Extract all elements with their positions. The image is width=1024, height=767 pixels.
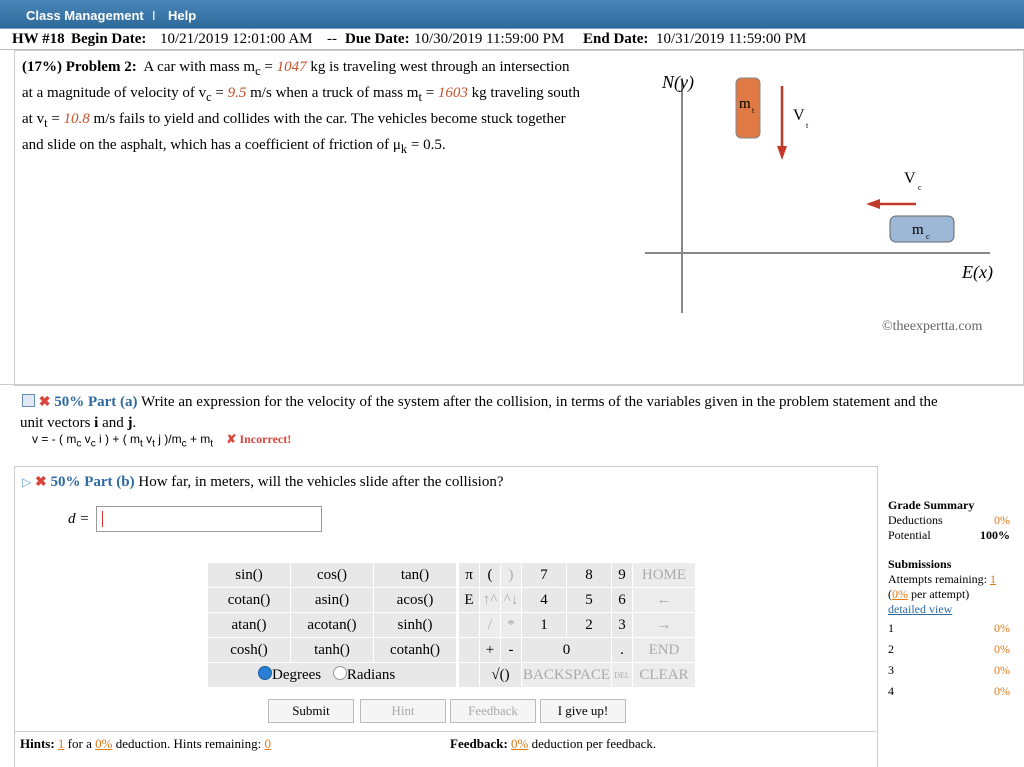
car-mass-label: m: [912, 222, 924, 238]
x-mark-icon: ✖: [38, 395, 51, 410]
eq: =: [421, 85, 438, 101]
multiply-button[interactable]: *: [501, 613, 522, 638]
digit-8-button[interactable]: 8: [566, 563, 611, 588]
minus-button[interactable]: -: [501, 638, 522, 663]
decimal-button[interactable]: .: [611, 638, 632, 663]
lparen-button[interactable]: (: [480, 563, 501, 588]
feedback-rest: deduction per feedback.: [531, 736, 657, 751]
answer-text: v = - ( m: [32, 432, 77, 446]
part-a-label: 50% Part (a): [54, 394, 138, 410]
x-mark-icon: ✖: [34, 475, 47, 490]
blank-key: [459, 638, 480, 663]
problem-text: at a magnitude of velocity of v: [22, 85, 207, 101]
sub: c: [181, 438, 187, 450]
sub-c: c: [206, 90, 212, 104]
unit-i: i: [94, 415, 99, 431]
due-date-label: Due Date:: [345, 31, 410, 47]
angle-mode: [208, 663, 457, 688]
problem-text: at v: [22, 111, 45, 127]
y-axis-label: N(y): [662, 72, 694, 92]
sub-k: k: [400, 142, 408, 156]
back-arrow-button[interactable]: ←: [632, 588, 695, 613]
mass-truck-value: 1603: [437, 85, 468, 101]
nav-separator: I: [152, 8, 156, 23]
submission-score: 0%: [994, 621, 1010, 635]
rparen-button[interactable]: ): [501, 563, 522, 588]
truck-velocity-sub: t: [806, 121, 809, 130]
acos-button[interactable]: acos(): [374, 588, 457, 613]
part-b-text: How far, in meters, will the vehicles slide after the collision?: [138, 474, 504, 490]
feedback-label: Feedback:: [450, 736, 508, 751]
incorrect-badge: ✘ Incorrect!: [226, 432, 292, 446]
sub: t: [152, 438, 155, 450]
calculator-functions: [207, 562, 457, 688]
submission-number: 2: [888, 642, 894, 656]
digit-6-button[interactable]: 6: [611, 588, 632, 613]
d-label: d =: [68, 511, 90, 527]
velocity-truck-value: 10.8: [63, 111, 90, 127]
grade-summary: Grade Summary Deductions 0% Potential 100% Submissions Attempts remaining: 1 (0% per attempt) detailed view 1 0% 2 0% 3 0% 4 0%: [888, 498, 1010, 698]
submission-number: 1: [888, 621, 894, 635]
submissions-title: Submissions: [888, 557, 952, 571]
attempts-label: Attempts remaining:: [888, 572, 987, 586]
sub: t: [210, 438, 214, 450]
detailed-view-link[interactable]: detailed view: [888, 602, 953, 616]
digit-4-button[interactable]: 4: [522, 588, 567, 613]
degrees-radio[interactable]: [258, 666, 272, 680]
blank-key: [459, 663, 480, 688]
hints-for-a: for a: [67, 736, 92, 751]
feedback-button[interactable]: Feedback: [450, 699, 536, 723]
part-a-answer: [32, 432, 291, 449]
submit-button[interactable]: Submit: [268, 699, 354, 723]
cosh-button[interactable]: cosh(): [208, 638, 291, 663]
radians-label: Radians: [346, 667, 396, 683]
velocity-car-value: 9.5: [227, 85, 247, 101]
car-arrow-head: [866, 199, 880, 209]
grade-title: Grade Summary: [888, 498, 975, 512]
home-button[interactable]: HOME: [632, 563, 695, 588]
deductions-value: 0%: [994, 513, 1010, 527]
pi-button[interactable]: π: [459, 563, 480, 588]
attempts-value: 1: [989, 572, 996, 586]
problem-text: m/s fails to yield and collides with the car. The vehicles become stuck together: [89, 111, 566, 127]
tan-button[interactable]: tan(): [374, 563, 457, 588]
footer-divider: [14, 731, 876, 732]
submission-score: 0%: [994, 663, 1010, 677]
sqrt-button[interactable]: √(): [480, 663, 522, 688]
truck-mass-label: m: [739, 96, 751, 112]
truck-mass-sub: t: [752, 106, 755, 115]
atan-button[interactable]: atan(): [208, 613, 291, 638]
hints-label: Hints:: [20, 736, 55, 751]
del-button[interactable]: DEL: [611, 663, 632, 688]
hints-line: [20, 736, 271, 752]
hw-title: HW #18: [12, 31, 65, 47]
per-attempt-rest: per attempt): [911, 587, 970, 601]
cotan-button[interactable]: cotan(): [208, 588, 291, 613]
problem-text: A car with mass m: [143, 59, 256, 75]
give-up-button[interactable]: I give up!: [540, 699, 626, 723]
feedback-line: [450, 736, 656, 752]
blank-key: [459, 613, 480, 638]
calculator-keypad: [458, 562, 696, 688]
problem-statement: [22, 56, 642, 160]
digit-9-button[interactable]: 9: [611, 563, 632, 588]
expand-triangle-icon[interactable]: ▷: [22, 475, 32, 489]
sub: c: [76, 438, 82, 450]
up-caret-button[interactable]: ↑^: [480, 588, 501, 613]
hint-button[interactable]: Hint: [360, 699, 446, 723]
degrees-label: Degrees: [272, 667, 322, 683]
end-date-label: End Date:: [583, 31, 649, 47]
part-b-label: 50% Part (b): [50, 474, 135, 490]
begin-date-label: Begin Date:: [71, 31, 147, 47]
eq: =: [47, 111, 64, 127]
due-date: 10/30/2019 11:59:00 PM: [414, 31, 565, 47]
radians-radio[interactable]: [333, 666, 347, 680]
end-button[interactable]: END: [632, 638, 695, 663]
car-velocity-sub: c: [918, 183, 922, 192]
divider: [0, 384, 1024, 385]
answer-text: i ) + ( m: [95, 432, 141, 446]
sub-t: t: [44, 116, 48, 130]
problem-text: kg is traveling west through an intersection: [306, 59, 570, 75]
collision-diagram: [640, 58, 1020, 348]
answer-text: v: [142, 432, 153, 446]
hints-remaining: 0: [264, 736, 271, 751]
sinh-button[interactable]: sinh(): [374, 613, 457, 638]
problem-text: and slide on the asphalt, which has a coefficient of friction of μ: [22, 137, 401, 153]
top-nav-bar: [0, 0, 1024, 28]
per-attempt-pct: 0%: [892, 587, 908, 601]
forward-arrow-button[interactable]: →: [632, 613, 695, 638]
deductions-label: Deductions: [888, 513, 943, 527]
plus-button[interactable]: +: [480, 638, 501, 663]
part-a-text2: unit vectors: [20, 415, 95, 431]
and-text: and: [98, 415, 128, 431]
clear-button[interactable]: CLEAR: [632, 663, 695, 688]
submission-number: 3: [888, 663, 894, 677]
part-a-text: Write an expression for the velocity of the system after the collision, in terms of the variables given in the problem statement and the: [141, 394, 938, 410]
digit-1-button[interactable]: 1: [522, 613, 567, 638]
unit-j: j: [127, 415, 133, 431]
potential-label: Potential: [888, 528, 931, 542]
sub: t: [140, 438, 143, 450]
answer-text: + m: [186, 432, 211, 446]
cotanh-button[interactable]: cotanh(): [374, 638, 457, 663]
digit-3-button[interactable]: 3: [611, 613, 632, 638]
part-a: [22, 392, 1022, 433]
submission-score: 0%: [994, 684, 1010, 698]
divide-button[interactable]: /: [480, 613, 501, 638]
hints-count: 1: [57, 736, 65, 751]
end-date: 10/31/2019 11:59:00 PM: [656, 31, 807, 47]
caret-down-button[interactable]: ^↓: [501, 588, 522, 613]
submission-score: 0%: [994, 642, 1010, 656]
sub-t: t: [418, 90, 422, 104]
sub-c: c: [255, 64, 261, 78]
x-axis-label: E(x): [962, 262, 993, 282]
answer-text: j )/m: [154, 432, 182, 446]
problem-text: kg traveling south: [467, 85, 580, 101]
digit-2-button[interactable]: 2: [566, 613, 611, 638]
submission-number: 4: [888, 684, 894, 698]
credit-text: ©theexpertta.com: [882, 319, 983, 334]
cos-button[interactable]: cos(): [291, 563, 374, 588]
digit-5-button[interactable]: 5: [566, 588, 611, 613]
collapse-icon[interactable]: [22, 394, 35, 407]
car-velocity-label: V: [904, 170, 916, 187]
problem-label: Problem 2:: [65, 59, 137, 75]
hints-pct: 0%: [95, 736, 113, 751]
dot: .: [132, 415, 137, 431]
date-separator: --: [327, 31, 337, 47]
problem-text: = 0.5.: [407, 137, 446, 153]
problem-percent: (17%): [22, 59, 62, 75]
text-cursor: [102, 511, 103, 527]
eq: =: [260, 59, 277, 75]
hints-rest: deduction. Hints remaining:: [115, 736, 262, 751]
digit-7-button[interactable]: 7: [522, 563, 567, 588]
mass-car-value: 1047: [276, 59, 307, 75]
acotan-button[interactable]: acotan(): [291, 613, 374, 638]
tanh-button[interactable]: tanh(): [291, 638, 374, 663]
truck-arrow-head: [777, 146, 787, 160]
nav-class-management[interactable]: Class Management: [26, 8, 144, 23]
potential-value: 100%: [980, 528, 1010, 542]
homework-header: [0, 28, 1024, 50]
car-mass-sub: c: [926, 232, 930, 241]
sin-button[interactable]: sin(): [208, 563, 291, 588]
eq: =: [211, 85, 228, 101]
begin-date: 10/21/2019 12:01:00 AM: [160, 31, 313, 47]
problem-text: m/s when a truck of mass m: [246, 85, 419, 101]
e-button[interactable]: E: [459, 588, 480, 613]
answer-text: v: [81, 432, 91, 446]
nav-help[interactable]: Help: [168, 8, 197, 23]
feedback-pct: 0%: [511, 736, 529, 751]
part-b-header: [22, 474, 504, 491]
asin-button[interactable]: asin(): [291, 588, 374, 613]
truck-velocity-label: V: [793, 107, 805, 124]
digit-0-button[interactable]: 0: [522, 638, 612, 663]
answer-input[interactable]: [96, 506, 322, 532]
sub: c: [90, 438, 96, 450]
backspace-button[interactable]: BACKSPACE: [522, 663, 612, 688]
